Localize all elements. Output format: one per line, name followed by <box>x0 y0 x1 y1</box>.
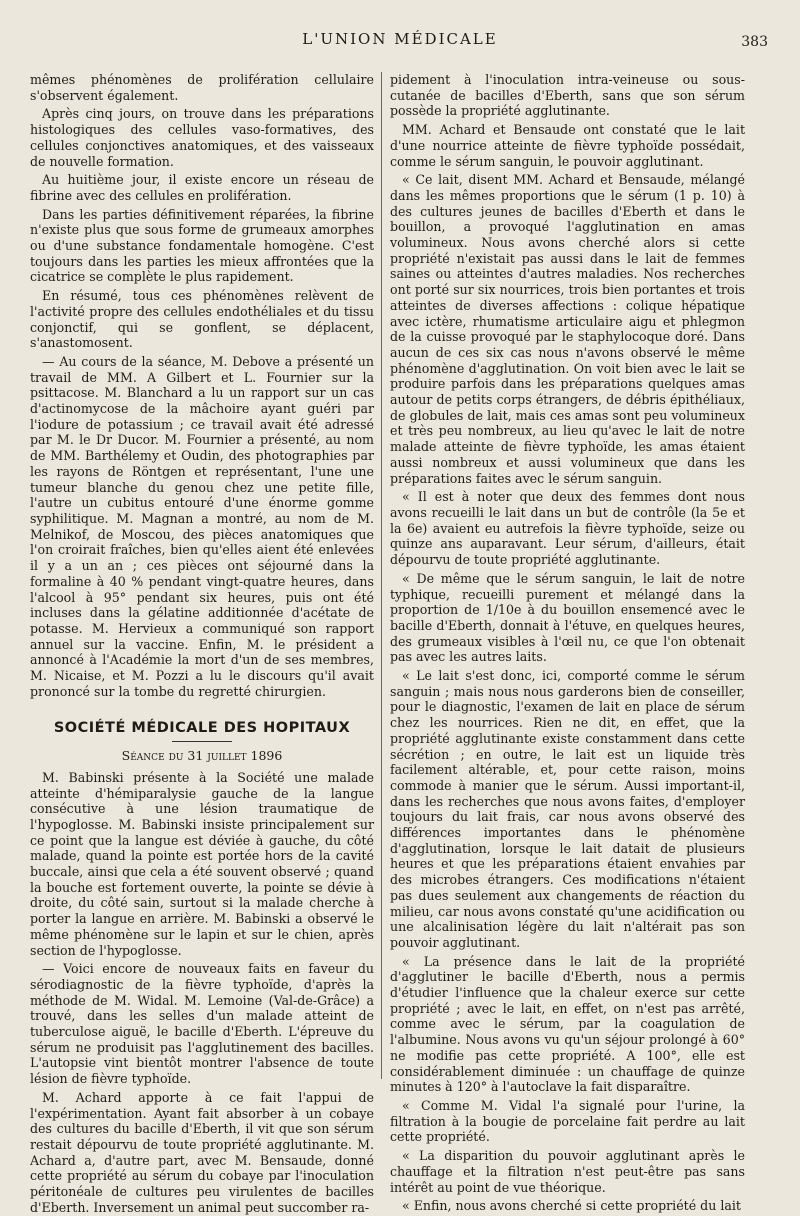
paragraph: En résumé, tous ces phénomènes relèvent de l'activité propre des cellules endothéliales et du tissu conjonctif, qui se gonflent, se déplacent, s'anastomosent. <box>30 288 374 351</box>
paragraph: « Enfin, nous avons cherché si cette propriété du lait <box>402 1198 741 1214</box>
right-column <box>390 72 745 1214</box>
section-rule <box>172 741 232 742</box>
column-divider <box>381 72 382 1079</box>
paragraph: pidement à l'inoculation intra-veineuse ou sous-cutanée de bacilles d'Eberth, sans que son sérum possède la propriété agglutinante. <box>390 72 745 119</box>
paragraph: Après cinq jours, on trouve dans les préparations histologiques des cellules vaso-formatives, des cellules conjonctives anatomiques, et des vaisseaux de nouvelle formation. <box>30 106 374 169</box>
paragraph: « Comme M. Vidal l'a signalé pour l'urine, la filtration à la bougie de porcelaine fait perdre au lait cette propriété. <box>390 1098 745 1145</box>
session-date: Séance du 31 juillet 1896 <box>121 748 283 764</box>
paragraph: « Ce lait, disent MM. Achard et Bensaude, mélangé dans les mêmes proportions que le sérum (1 p. 10) à des cultures jeunes de bacilles d'Eberth et dans le bouillon, a provoqué l'agglutination en amas volumineux. Nous avons cherché alors si cette propriété n'existait pas aussi dans le lait de femmes saines ou atteintes d'autres maladies. Nos recherches ont porté sur six nourrices, trois bien portantes et trois atteintes de diverses affections : colique hépatique avec ictère, rhumatisme articulaire aigu et phlegmon de la cuisse provoqué par le staphylocoque doré. Dans aucun de ces six cas nous n'avons observé le même phénomène d'agglutination. On voit bien avec le lait se produire parfois dans les préparations quelques amas autour de petits corps étrangers, de débris épithéliaux, de globules de lait, mais ces amas sont peu volumineux et très peu nombreux, au lieu qu'avec le lait de notre malade atteinte de fièvre typhoïde, les amas étaient aussi nombreux et aussi volumineux que dans les préparations faites avec le sérum sanguin. <box>390 172 745 486</box>
left-column <box>30 72 374 1215</box>
paragraph: M. Babinski présente à la Société une malade atteinte d'hémiparalysie gauche de la langue consécutive à une lésion traumatique de l'hypoglosse. M. Babinski insiste principalement sur ce point que la langue est déviée à gauche, du côté malade, quand la pointe est portée hors de la cavité buccale, ainsi que cela a été souvent observé ; quand la bouche est fortement ouverte, la pointe se dévie à droite, du côté sain, surtout si la malade cherche à porter la langue en arrière. M. Babinski a observé le même phénomène sur le lapin et sur le chien, après section de l'hypoglosse. <box>30 769 374 958</box>
paragraph: — Voici encore de nouveaux faits en faveur du sérodiagnostic de la fièvre typhoïde, d'après la méthode de M. Widal. M. Lemoine (Val-de-Grâce) a trouvé, dans les selles d'un malade atteint de tuberculose aiguë, le bacille d'Eberth. L'épreuve du sérum ne produisit pas l'agglutinement des bacilles. L'autopsie vint bientôt montrer l'absence de toute lésion de fièvre typhoïde. <box>30 961 374 1087</box>
paragraph: « De même que le sérum sanguin, le lait de notre typhique, recueilli purement et mélangé dans la proportion de 1/10e à du bouillon ensemencé avec le bacille d'Eberth, donnait à l'étuve, en quelques heures, des grumeaux visibles à l'œil nu, ce que l'on obtenait pas avec les autres laits. <box>390 570 745 665</box>
page-number: 383 <box>741 34 768 50</box>
section-title: SOCIÉTÉ MÉDICALE DES HOPITAUX <box>53 720 351 737</box>
paragraph: « La présence dans le lait de la propriété d'agglutiner le bacille d'Eberth, nous a permis d'étudier l'influence que la chaleur exerce sur cette propriété ; avec le lait, en effet, on n'est pas arrêté, comme avec le sérum, par la coagulation de l'albumine. Nous avons vu qu'un séjour prolongé à 60° ne modifie pas cette propriété. A 100°, elle est considérablement diminuée : un chauffage de quinze minutes à 120° à l'autoclave la fait disparaître. <box>390 953 745 1095</box>
paragraph: M. Achard apporte à ce fait l'appui de l'expérimentation. Ayant fait absorber à un cobaye des cultures du bacille d'Eberth, il vit que son sérum restait dépourvu de toute propriété agglutinante. M. Achard a, d'autre part, avec M. Bensaude, donné cette propriété au sérum du cobaye par l'inoculation péritonéale de cultures peu virulentes de bacilles d'Eberth. Inversement un animal peut succomber ra- <box>30 1089 374 1215</box>
paragraph: « La disparition du pouvoir agglutinant après le chauffage et la filtration n'est peut-être pas sans intérêt au point de vue théorique. <box>390 1148 745 1195</box>
paragraph: « Il est à noter que deux des femmes dont nous avons recueilli le lait dans un but de contrôle (la 5e et la 6e) avaient eu autrefois la fièvre typhoïde, seize ou quinze ans auparavant. Leur sérum, d'ailleurs, était dépourvu de toute propriété agglutinante. <box>390 489 745 568</box>
running-title: L'UNION MÉDICALE <box>302 30 498 48</box>
paragraph: — Au cours de la séance, M. Debove a présenté un travail de MM. A Gilbert et L. Fournier sur la psittacose. M. Blanchard a lu un rapport sur un cas d'actinomycose de la mâchoire ayant guéri par l'iodure de potassium ; ce travail avait été adressé par M. le Dr Ducor. M. Fournier a présenté, au nom de MM. Barthélemy et Oudin, des photographies par les rayons de Röntgen et représentant, l'une une tumeur blanche du genou chez une petite fille, l'autre un cubitus entouré d'une énorme gomme syphilitique. M. Magnan a montré, au nom de M. Melnikof, de Moscou, des pièces anatomiques que l'on croirait fraîches, bien qu'elles aient été enlevées il y a un an ; ces pièces ont séjourné dans la formaline à 40 % pendant vingt-quatre heures, dans l'alcool à 95° pendant six heures, puis ont été incluses dans la gélatine additionnée d'acétate de potasse. M. Hervieux a communiqué son rapport annuel sur la vaccine. Enfin, M. le président a annoncé à l'Académie la mort d'un de ses membres, M. Nicaise, et M. Pozzi a lu le discours qu'il avait prononcé sur la tombe du regretté chirurgien. <box>30 353 374 699</box>
paragraph: mêmes phénomènes de prolifération cellulaire s'observent également. <box>30 72 374 103</box>
paragraph: MM. Achard et Bensaude ont constaté que le lait d'une nourrice atteinte de fièvre typhoïde possédait, comme le sérum sanguin, le pouvoir agglutinant. <box>390 122 745 169</box>
page-header <box>30 28 770 54</box>
paragraph: « Le lait s'est donc, ici, comporté comme le sérum sanguin ; mais nous nous garderons bien de conseiller, pour le diagnostic, l'examen de lait en place de sérum chez les nourrices. Rien ne dit, en effet, que la propriété agglutinante existe constamment dans cette sécrétion ; en outre, le lait est un liquide très facilement altérable, et, pour cette raison, moins commode à manier que le sérum. Aussi important-il, dans les recherches que nous avons faites, d'employer toujours du lait frais, car nous avons observé des différences importantes dans le phénomène d'agglutination, lorsque le lait datait de plusieurs heures et que les préparations étaient envahies par des microbes étrangers. Ces modifications n'étaient pas dues seulement aux changements de réaction du milieu, car nous avons constaté qu'une acidification ou une alcalinisation légère du lait n'altérait pas son pouvoir agglutinant. <box>390 668 745 950</box>
paragraph: Dans les parties définitivement réparées, la fibrine n'existe plus que sous forme de grumeaux amorphes ou d'une substance fondamentale homogène. C'est toujours dans les parties les mieux affrontées que la cicatrice se complète le plus rapidement. <box>30 206 374 285</box>
paragraph: Au huitième jour, il existe encore un réseau de fibrine avec des cellules en prolifération. <box>30 172 374 203</box>
